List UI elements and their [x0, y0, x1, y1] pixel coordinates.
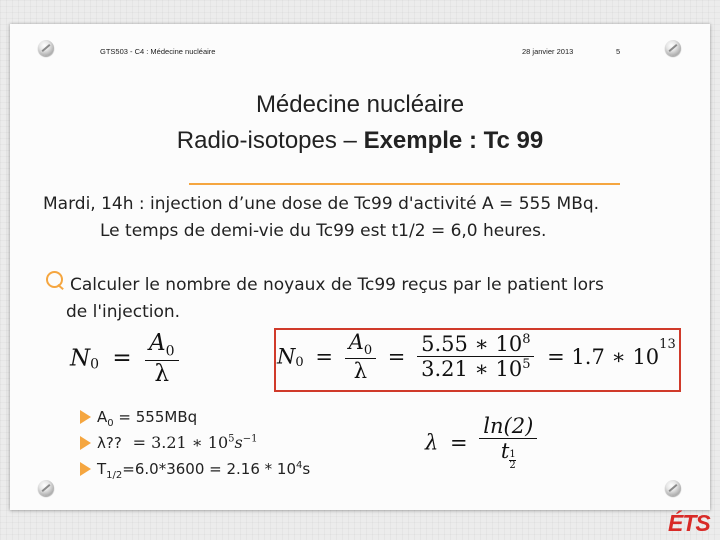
formula-lambda-fraction — [479, 414, 537, 471]
title-divider — [189, 183, 620, 185]
formula-left-num-sub: 0 — [165, 343, 175, 360]
bullet-half-life-sub: 1/2 — [106, 470, 123, 481]
formula-lambda-num: ln(2) — [483, 414, 534, 438]
title-plain: Radio-isotopes – — [176, 127, 364, 154]
header-date: 28 janvier 2013 — [522, 47, 574, 56]
formula-right-num: A — [348, 330, 364, 354]
formula-left-fraction — [145, 330, 179, 387]
bullet-lambda-value: = 3.21 ∗ 10 — [132, 433, 229, 452]
formula-right-lhs: N — [277, 344, 296, 369]
bullet-lambda-unit: s — [234, 433, 243, 452]
question-line1: Calculer le nombre de noyaux de Tc99 reçus par le patient lors — [70, 275, 604, 295]
slide-title-line1: Médecine nucléaire — [255, 91, 465, 118]
bullet-half-life — [80, 460, 310, 481]
bullet-half-life-rest: =6.0*3600 = 2.16 * 10 — [122, 460, 296, 478]
formula-lambda-den-sub — [509, 450, 515, 471]
q-bullet-icon — [46, 271, 63, 288]
statement-line1: Mardi, 14h : injection d’une dose de Tc99 d'activité A = 555 MBq. — [43, 194, 600, 214]
bullet-half-life-unit: s — [302, 460, 311, 478]
formula-right-num-sub: 0 — [363, 343, 373, 359]
formula-right-eq2: = — [387, 344, 406, 369]
bullet-activity-main: A — [97, 408, 108, 426]
bullet-half-life-exp: 4 — [296, 460, 303, 471]
formula-right-result: = 1.7 ∗ 10 — [547, 344, 660, 369]
bullet-lambda-exp1: 5 — [228, 433, 235, 445]
formula-lambda-den: t — [500, 439, 510, 463]
bullet-activity-rest: = 555MBq — [113, 408, 198, 426]
formula-left-num: A — [148, 330, 166, 356]
arrow-bullet-icon — [80, 462, 91, 476]
bullet-lambda — [80, 433, 257, 452]
ets-logo: ÉTS — [668, 510, 710, 536]
bullet-activity-sub: 0 — [107, 418, 114, 429]
formula-lambda — [425, 414, 537, 471]
formula-right-fraction2 — [417, 332, 534, 381]
header-course: GTS503 - C4 : Médecine nucléaire — [100, 47, 216, 56]
formula-right-num2: 5.55 ∗ 10 — [421, 332, 523, 357]
bullet-half-life-main: T — [97, 460, 107, 478]
formula-lambda-lhs: λ — [425, 430, 439, 455]
formula-left-lhs-sub: 0 — [90, 356, 100, 373]
formula-lambda-eq: = — [450, 430, 468, 455]
rivet-icon-top-left — [38, 40, 54, 56]
formula-lambda-sub-num: 1 — [509, 449, 516, 460]
bullet-activity — [80, 408, 197, 429]
rivet-icon-bottom-left — [38, 480, 54, 496]
formula-right-fraction1 — [345, 330, 376, 383]
bullet-lambda-exp2: −1 — [242, 433, 258, 445]
formula-right-den2: 3.21 ∗ 10 — [421, 357, 523, 382]
arrow-bullet-icon — [80, 410, 91, 424]
formula-right-num2-exp: 8 — [522, 332, 531, 348]
formula-right-eq1: = — [315, 344, 333, 369]
bullet-lambda-formula — [133, 433, 258, 452]
bullet-lambda-label: λ?? — [97, 434, 122, 452]
formula-left-eq: = — [112, 345, 132, 372]
arrow-bullet-icon — [80, 436, 91, 450]
rivet-icon-bottom-right — [665, 480, 681, 496]
formula-left-den: λ — [145, 360, 179, 387]
slide-title-line2 — [0, 127, 720, 155]
formula-right-result-exp: 13 — [659, 337, 676, 353]
formula-lambda-sub-den: 2 — [509, 460, 516, 471]
header-page-number: 5 — [616, 47, 621, 56]
formula-n0-calculation — [277, 330, 676, 383]
formula-right-den2-exp: 5 — [522, 357, 531, 373]
statement-line2: Le temps de demi-vie du Tc99 est t1/2 = 6,0 heures. — [100, 221, 547, 241]
formula-left-lhs: N — [70, 345, 91, 372]
formula-right-lhs-sub: 0 — [295, 355, 304, 371]
formula-n0-definition — [70, 330, 179, 387]
title-bold: Exemple : Tc 99 — [363, 127, 544, 154]
formula-right-den: λ — [345, 358, 376, 383]
question-line2: de l'injection. — [66, 302, 181, 322]
rivet-icon-top-right — [665, 40, 681, 56]
